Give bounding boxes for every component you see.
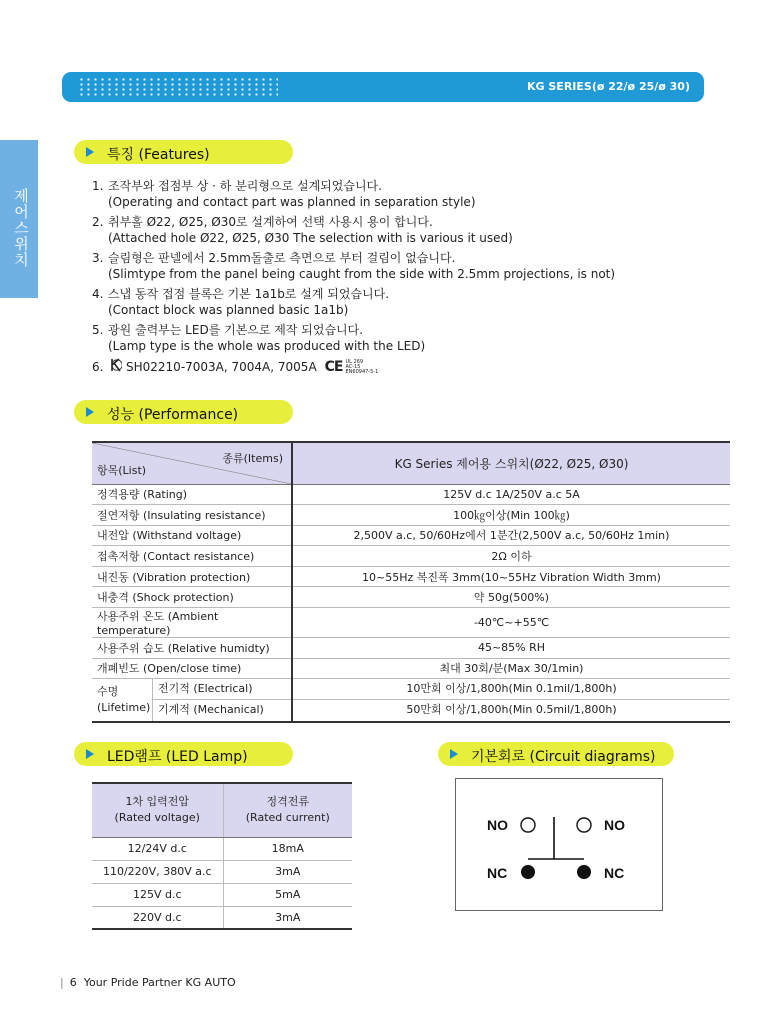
certification-codes: SH02210-7003A, 7004A, 7005A [126, 360, 317, 374]
lifetime-row [92, 679, 730, 723]
circuit-diagram [455, 778, 663, 911]
feature-item: 3. 슬림형은 판넬에서 2.5mm돌출로 측면으로 부터 걸림이 없습니다. (Slimtype from the panel being caught from the side with 2.5mm projections, is not) [92, 251, 616, 281]
table-row: 사용주위 습도 (Relative humidty) 45~85% RH [92, 638, 730, 659]
footer-separator: | [60, 976, 64, 989]
features-list [92, 178, 692, 380]
feature-item: 5. 광원 출력부는 LED를 기본으로 제작 되었습니다. (Lamp type is the whole was produced with the LED) [92, 323, 426, 353]
triangle-arrow-icon [86, 147, 94, 157]
nc-right-label: NC [604, 865, 625, 881]
kc-certification-icon [110, 358, 122, 376]
feature-item: 4. 스냅 동작 접점 블록은 기본 1a1b로 설계 되었습니다. (Contact block was planned basic 1a1b) [92, 287, 390, 317]
nc-left-label: NC [487, 865, 508, 881]
triangle-arrow-icon [450, 749, 458, 759]
triangle-arrow-icon [86, 407, 94, 417]
lifetime-label: 수명 (Lifetime) [97, 685, 151, 715]
rated-current-header: 정격전류 (Rated current) [223, 783, 352, 837]
table-row: 220V d.c 3mA [92, 906, 352, 929]
closed-contact-right-icon [577, 865, 591, 879]
performance-heading-pill [74, 400, 293, 424]
feature-item: 2. 취부홀 Ø22, Ø25, Ø30로 설계하여 선택 사용시 용이 합니다. (Attached hole Ø22, Ø25, Ø30 The selection with is various it used) [92, 215, 513, 245]
circuit-heading: 기본회로 (Circuit diagrams) [471, 749, 656, 765]
triangle-arrow-icon [86, 749, 94, 759]
table-row: 절연저항 (Insulating resistance) 100㎏이상(Min 100㎏) [92, 505, 730, 526]
lifetime-mechanical-label: 기계적 (Mechanical) [158, 703, 264, 717]
features-heading-pill [74, 140, 293, 164]
series-header-cell: KG Series 제어용 스위치(Ø22, Ø25, Ø30) [292, 442, 730, 484]
footer-text: Your Pride Partner KG AUTO [83, 976, 236, 989]
header-bar [62, 72, 704, 102]
diagonal-header-cell: 종류(Items) 항목(List) [92, 442, 292, 484]
circuit-diagram-svg [456, 779, 662, 910]
side-category-tab [0, 140, 38, 298]
header-dot-pattern [78, 77, 278, 97]
table-header-row [92, 442, 730, 484]
table-row: 개폐빈도 (Open/close time) 최대 30회/분(Max 30/1min) [92, 658, 730, 679]
table-row: 110/220V, 380V a.c 3mA [92, 860, 352, 883]
no-left-label: NO [487, 817, 508, 833]
ce-mark-group [325, 359, 379, 375]
table-row: 접촉저항 (Contact resistance) 2Ω 이하 [92, 546, 730, 567]
table-row: 12/24V d.c 18mA [92, 837, 352, 860]
table-row: 사용주위 온도 (Ambient temperature) -40℃~+55℃ [92, 608, 730, 638]
led-lamp-heading: LED램프 (LED Lamp) [107, 749, 248, 765]
performance-heading: 성능 (Performance) [107, 407, 239, 423]
led-lamp-table [92, 782, 352, 930]
lifetime-mechanical-value: 50만회 이상/1,800h(Min 0.5mil/1,800h) [406, 703, 617, 717]
lifetime-electrical-label: 전기적 (Electrical) [153, 679, 291, 700]
circuit-heading-pill [438, 742, 674, 766]
rated-voltage-header: 1차 입력전압 (Rated voltage) [92, 783, 223, 837]
page-footer [60, 976, 236, 989]
table-row: 내진동 (Vibration protection) 10~55Hz 복진폭 3mm(10~55Hz Vibration Width 3mm) [92, 566, 730, 587]
table-row: 내충격 (Shock protection) 약 50g(500%) [92, 587, 730, 608]
table-row: 내전압 (Withstand voltage) 2,500V a.c, 50/60Hz에서 1분간(2,500V a.c, 50/60Hz 1min) [92, 525, 730, 546]
table-row: 정격용량 (Rating) 125V d.c 1A/250V a.c 5A [92, 484, 730, 505]
table-header-row [92, 783, 352, 837]
ce-standards: UL 269 AC-15 EN60947-5-1 [345, 358, 379, 375]
header-title: KG SERIES(ø 22/ø 25/ø 30) [527, 80, 690, 93]
led-lamp-heading-pill [74, 742, 293, 766]
features-heading: 특징 (Features) [107, 147, 210, 163]
open-contact-left-icon [521, 818, 535, 832]
certification-item: 6. SH02210-7003A, 7004A, 7005A CE UL 269 AC-15 EN60947-5-1 [92, 358, 379, 375]
table-row: 125V d.c 5mA [92, 883, 352, 906]
feature-item: 1. 조작부와 접점부 상 · 하 분리형으로 설계되었습니다. (Operating and contact part was planned in separation style) [92, 179, 476, 209]
page-number: 6 [69, 976, 77, 989]
side-tab-label: 제어스위치 [12, 188, 30, 268]
lifetime-electrical-value: 10만회 이상/1,800h(Min 0.1mil/1,800h) [293, 679, 730, 700]
open-contact-right-icon [577, 818, 591, 832]
no-right-label: NO [604, 817, 625, 833]
performance-table [92, 441, 730, 723]
closed-contact-left-icon [521, 865, 535, 879]
ce-mark-icon: CE [324, 359, 343, 375]
